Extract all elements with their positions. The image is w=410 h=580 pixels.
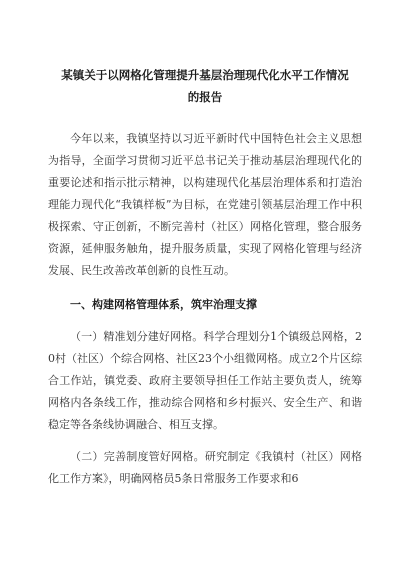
title-line-1: 某镇关于以网格化管理提升基层治理现代化水平工作情况 <box>61 68 349 82</box>
paragraph-spacer <box>48 436 362 446</box>
item-2-paragraph: （二）完善制度管好网格。研究制定《我镇村（社区）网格化工作方案》，明确网格员5条日常服务工作要求和6 <box>48 450 362 485</box>
item-1-paragraph: （一）精准划分建好网格。科学合理划分1个镇级总网格，20村（社区）个综合网格、社区23个小组微网格。成立2个片区综合工作站，镇党委、政府主要领导担任工作站主要负责人，统筹网格内各条线工作，推动综合网格和乡村振兴、安全生产、和谐稳定等各条线协调融合、相互支撑。 <box>48 330 362 431</box>
document-title <box>48 64 362 108</box>
intro-paragraph: 今年以来，我镇坚持以习近平新时代中国特色社会主义思想为指导，全面学习贯彻习近平总书记关于推动基层治理现代化的重要论述和指示批示精神，以构建现代化基层治理体系和打造治理能力现代化“我镇样板”为目标，在党建引领基层治理工作中积极探索、守正创新，不断完善村（社区）网格化管理，整合服务资源，延伸服务触角，提升服务质量，实现了网格化管理与经济发展、民生改善改革创新的良性互动。 <box>48 132 362 277</box>
section-1-heading: 一、构建网格管理体系，筑牢治理支撑 <box>70 298 257 311</box>
title-line-2: 的报告 <box>187 90 223 104</box>
